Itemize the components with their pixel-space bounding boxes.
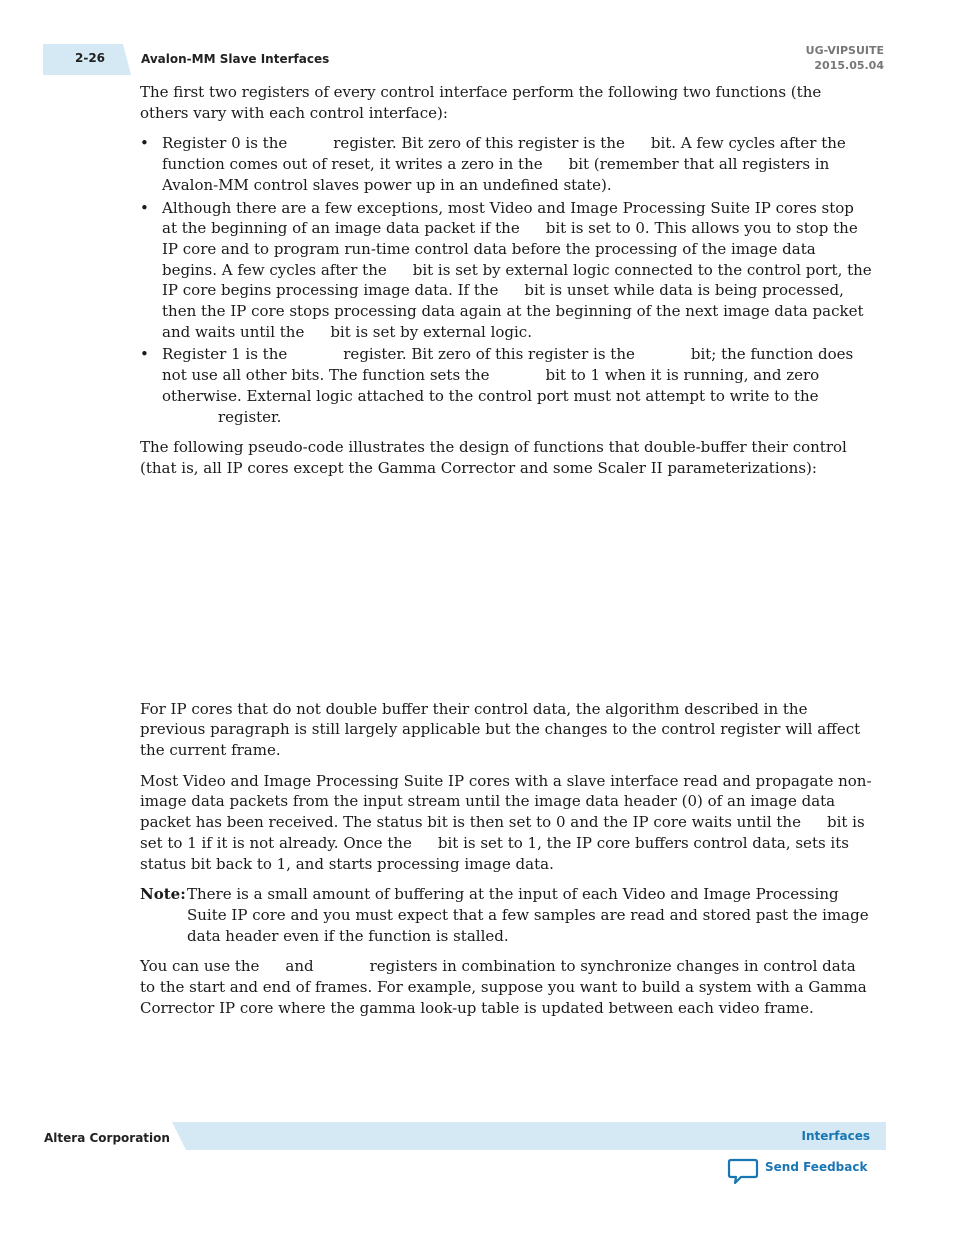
text-span: bit is set by external logic.: [330, 322, 532, 341]
text-span: Most Video and Image Processing Suite IP cores with a slave interface read and propagate non-image data packets from the input stream until the image data header (0) of an image data packet has been received. The status bit is then set to 0 and the IP core waits until the: [140, 771, 872, 832]
section-title: Avalon-MM Slave Interfaces: [141, 52, 330, 66]
text-span: You can use the: [140, 957, 260, 976]
intro-paragraph: The first two registers of every control interface perform the following two functions (the others vary with each control interface):: [140, 83, 822, 122]
text-span: bit is set by external logic connected to the control port, the IP core begins processing image data. If the: [162, 260, 872, 300]
text-span: Although there are a few exceptions, most Video and Image Processing Suite IP cores stop at the beginning of an image data packet if the: [162, 198, 854, 238]
pseudo-code-intro: The following pseudo-code illustrates the design of functions that double-buffer their control (that is, all IP cores except the Gamma Corrector and some Scaler II parameterizations):: [140, 438, 847, 477]
note-text: There is a small amount of buffering at the input of each Video and Image Processing Suite IP core and you must expect that a few samples are read and stored past the image data header even if the function is stalled.: [187, 885, 869, 945]
non-image-packets-paragraph: [140, 771, 872, 875]
text-span: bit (remember that all registers in Avalon-MM control slaves power up in an undefined state).: [162, 155, 830, 194]
page-number: 2-26: [75, 51, 106, 65]
text-span: register.: [218, 407, 282, 426]
no-double-buffer-paragraph: For IP cores that do not double buffer their control data, the algorithm described in the previous paragraph is still largely applicable but the changes to the control register will affect the current frame.: [140, 699, 861, 760]
text-span: bit; the function does not use all other bits. The function sets the: [162, 345, 854, 385]
register-function-list: [140, 133, 872, 427]
text-span: bit to 1 when it is running, and zero otherwise. External logic attached to the control port must not attempt to write to the: [162, 366, 820, 405]
text-span: bit is set to 1 if it is not already. Once the: [140, 813, 865, 852]
doc-date: 2015.05.04: [814, 59, 884, 72]
main-content: [140, 82, 872, 1029]
list-item: [140, 344, 872, 427]
send-feedback-button[interactable]: [727, 1158, 867, 1188]
text-span: register. Bit zero of this register is the: [343, 345, 635, 364]
list-item: [140, 133, 872, 195]
text-span: and: [285, 957, 314, 976]
document-id: [806, 43, 884, 73]
speech-bubble-icon: [727, 1158, 759, 1186]
text-span: Register 0 is the: [162, 134, 288, 153]
text-span: bit is unset while data is being processed, then the IP core stops processing data again at the beginning of the next image data packet and waits until the: [162, 281, 864, 341]
text-span: bit. A few cycles after the function comes out of reset, it writes a zero in the: [162, 134, 846, 174]
text-span: Register 1 is the: [162, 345, 288, 364]
note-box: [140, 884, 872, 946]
footer-band: [172, 1122, 886, 1150]
pseudo-code-area: [140, 489, 872, 689]
send-feedback-label: Send Feedback: [765, 1160, 868, 1174]
text-span: registers in combination to synchronize changes in control data to the start and end of frames. For example, suppose you want to build a system with a Gamma Corrector IP core where the gamma look-up table is updated between each video frame.: [140, 957, 867, 1017]
list-item: [140, 198, 872, 343]
footer-chapter-link[interactable]: Interfaces: [801, 1129, 870, 1143]
note-label: Note:: [140, 885, 186, 904]
text-span: bit is set to 0. This allows you to stop the IP core and to program run-time control data before the processing of the image data begins. A few cycles after the: [162, 219, 858, 279]
doc-id-text: UG-VIPSUITE: [805, 44, 884, 57]
synchronize-paragraph: [140, 956, 872, 1018]
text-span: bit is set to 1, the IP core buffers control data, sets its status bit back to 1, and starts processing image data.: [140, 833, 849, 873]
text-span: register. Bit zero of this register is the: [333, 134, 625, 153]
footer-company: Altera Corporation: [44, 1131, 170, 1145]
